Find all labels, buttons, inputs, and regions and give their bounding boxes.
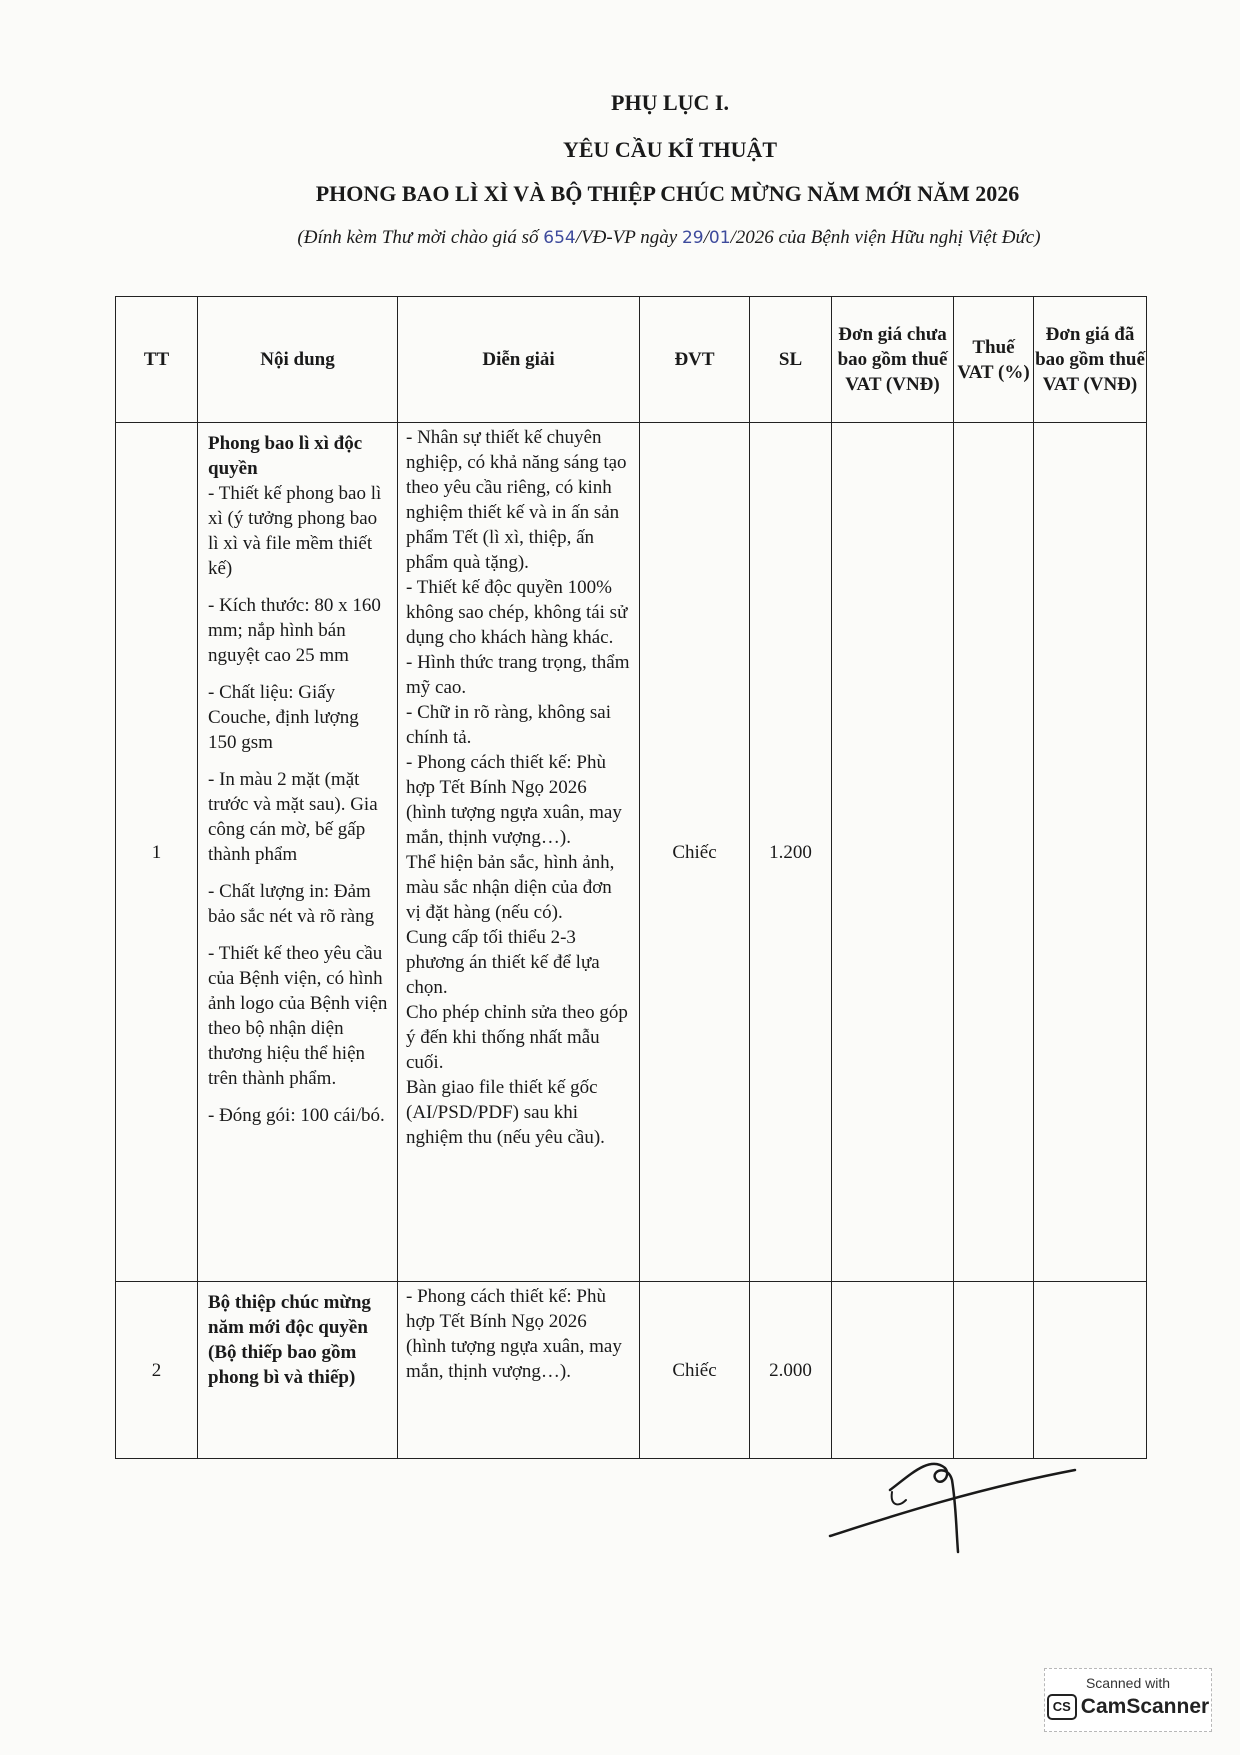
item-title: Bộ thiệp chúc mừng năm mới độc quyền (208, 1292, 371, 1338)
camscanner-watermark (1044, 1668, 1212, 1732)
cell-don-gia-chua-vat (832, 1282, 954, 1459)
cell-sl: 2.000 (750, 1282, 832, 1459)
description-line: - Phong cách thiết kế: Phù hợp Tết Bính Ngọ 2026 (hình tượng ngựa xuân, may mắn, thịnh vượng…). (406, 752, 622, 848)
handwritten-month: 01 (708, 228, 731, 248)
description-line: - Nhân sự thiết kế chuyên nghiệp, có khả năng sáng tạo theo yêu cầu riêng, có kinh nghiệm thiết kế và in ấn sản phẩm Tết (lì xì, thiệp, ấn phẩm quà tặng). (406, 427, 627, 573)
header-don-gia-chua-vat: Đơn giá chưa bao gồm thuế VAT (VNĐ) (832, 297, 954, 423)
table-row (116, 1282, 1147, 1459)
spec-line: - Thiết kế phong bao lì xì (ý tưởng phong bao lì xì và file mềm thiết kế) (208, 483, 382, 579)
cell-thue-vat (954, 423, 1034, 1282)
scanner-brand-row (1045, 1694, 1211, 1720)
table-header-row (116, 297, 1147, 423)
cell-dien-giai (398, 1282, 640, 1459)
spec-line: - Đóng gói: 100 cái/bó. (208, 1105, 385, 1126)
handwritten-day: 29 (681, 228, 704, 248)
header-dien-giai: Diễn giải (398, 297, 640, 423)
description-line: Thể hiện bản sắc, hình ảnh, màu sắc nhận diện của đơn vị đặt hàng (nếu có). (406, 852, 615, 923)
attachment-note-suffix: /2026 của Bệnh viện Hữu nghị Việt Đức) (730, 227, 1041, 248)
attachment-note (0, 227, 1240, 249)
header-tt: TT (116, 297, 198, 423)
cell-noi-dung (198, 423, 398, 1282)
header-thue-vat: Thuế VAT (%) (954, 297, 1034, 423)
cell-don-gia-da-vat (1034, 423, 1147, 1282)
product-title: PHONG BAO LÌ XÌ VÀ BỘ THIỆP CHÚC MỪNG NĂM MỚI NĂM 2026 (315, 181, 1020, 206)
requirements-title: YÊU CẦU KĨ THUẬT (562, 137, 778, 162)
attachment-note-mid: /VĐ-VP ngày (575, 227, 682, 248)
item-title: Phong bao lì xì độc quyền (208, 433, 363, 479)
description-line: - Chữ in rõ ràng, không sai chính tả. (406, 702, 612, 748)
header-noi-dung: Nội dung (198, 297, 398, 423)
cell-dvt: Chiếc (640, 1282, 750, 1459)
attachment-note-prefix: (Đính kèm Thư mời chào giá số (297, 227, 544, 248)
date-separator: / (703, 227, 709, 248)
cell-thue-vat (954, 1282, 1034, 1459)
cell-tt: 2 (116, 1282, 198, 1459)
cell-dvt: Chiếc (640, 423, 750, 1282)
cell-dien-giai (398, 423, 640, 1282)
requirements-table (115, 296, 1147, 1459)
item-subtitle: (Bộ thiếp bao gồm phong bì và thiếp) (208, 1342, 357, 1388)
cell-tt: 1 (116, 423, 198, 1282)
description-line: Bàn giao file thiết kế gốc (AI/PSD/PDF) sau khi nghiệm thu (nếu yêu cầu). (406, 1077, 605, 1148)
cell-noi-dung (198, 1282, 398, 1459)
spec-line: - In màu 2 mặt (mặt trước và mặt sau). Gia công cán mờ, bế gấp thành phẩm (208, 769, 378, 865)
spec-line: - Kích thước: 80 x 160 mm; nắp hình bán nguyệt cao 25 mm (208, 595, 381, 666)
header-dvt: ĐVT (640, 297, 750, 423)
description-line: Cho phép chỉnh sửa theo góp ý đến khi thống nhất mẫu cuối. (406, 1002, 628, 1073)
cell-don-gia-da-vat (1034, 1282, 1147, 1459)
appendix-title: PHỤ LỤC I. (611, 90, 729, 115)
handwritten-doc-number: 654 (543, 228, 576, 248)
cell-don-gia-chua-vat (832, 423, 954, 1282)
description-line: - Hình thức trang trọng, thẩm mỹ cao. (406, 652, 630, 698)
description-line: - Thiết kế độc quyền 100% không sao chép, không tái sử dụng cho khách hàng khác. (406, 577, 628, 648)
spec-line: - Chất liệu: Giấy Couche, định lượng 150 gsm (208, 682, 359, 753)
header-don-gia-da-vat: Đơn giá đã bao gồm thuế VAT (VNĐ) (1034, 297, 1147, 423)
spec-line: - Thiết kế theo yêu cầu của Bệnh viện, có hình ảnh logo của Bệnh viện theo bộ nhận diện thương hiệu thể hiện trên thành phẩm. (208, 943, 388, 1089)
handwritten-signature (820, 1450, 1080, 1560)
camscanner-icon: CS (1047, 1694, 1077, 1720)
table-row (116, 423, 1147, 1282)
spec-line: - Chất lượng in: Đảm bảo sắc nét và rõ ràng (208, 881, 375, 927)
description-line: - Phong cách thiết kế: Phù hợp Tết Bính Ngọ 2026 (hình tượng ngựa xuân, may mắn, thịnh vượng…). (406, 1286, 622, 1382)
header-sl: SL (750, 297, 832, 423)
scanned-with-text: Scanned with (1085, 1675, 1171, 1691)
description-line: Cung cấp tối thiểu 2-3 phương án thiết kế để lựa chọn. (406, 927, 600, 998)
camscanner-brand: CamScanner (1080, 1695, 1210, 1718)
cell-sl: 1.200 (750, 423, 832, 1282)
